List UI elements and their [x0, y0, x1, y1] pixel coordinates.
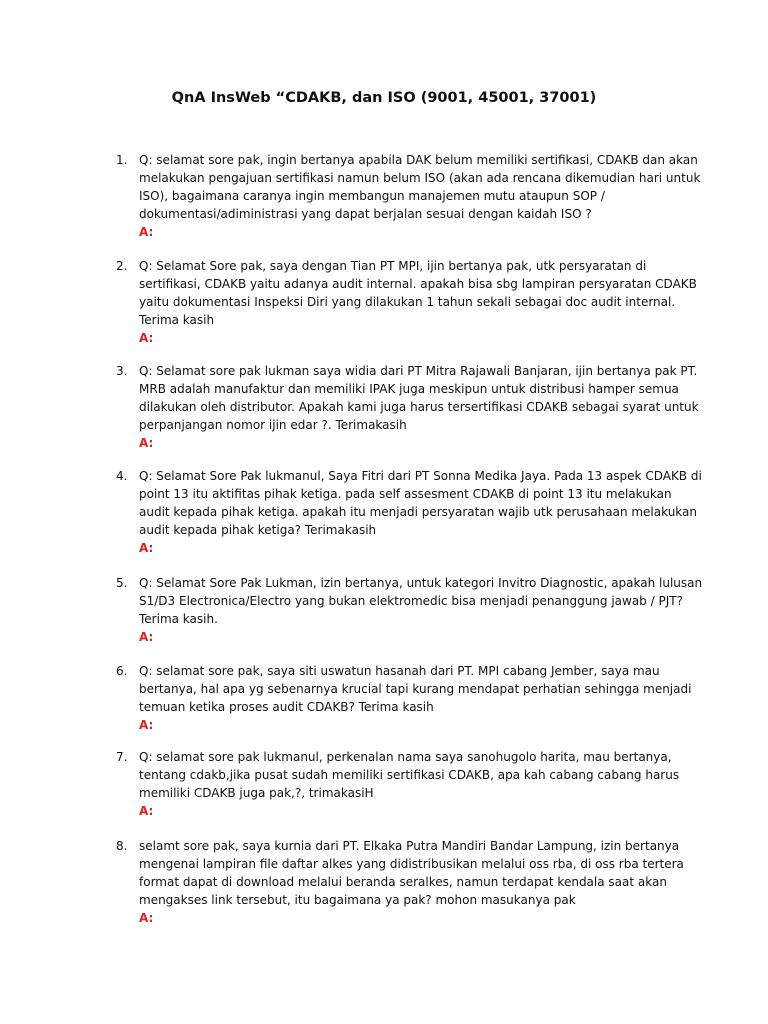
- item-text: [139, 662, 692, 734]
- question-line: S1/D3 Electronica/Electro yang bukan elektromedic bisa menjadi penanggung jawab / PJT?: [139, 594, 683, 608]
- question-line: perpanjangan nomor ijin edar ?. Terimakasih: [139, 418, 407, 432]
- question-line: point 13 itu aktifitas pihak ketiga. pada self assesment CDAKB di point 13 itu melakukan: [139, 487, 672, 501]
- question-line: Q: selamat sore pak, saya siti uswatun hasanah dari PT. MPI cabang Jember, saya mau: [139, 664, 660, 678]
- item-number: 6.: [116, 664, 128, 678]
- item-text: [139, 362, 699, 452]
- question-line: Q: Selamat Sore pak, saya dengan Tian PT MPI, ijin bertanya pak, utk persyaratan di: [139, 259, 647, 273]
- answer-label: A:: [139, 541, 154, 555]
- question-line: audit kepada pihak ketiga? Terimakasih: [139, 523, 377, 537]
- question-line: dilakukan oleh distributor. Apakah kami juga harus tersertifikasi CDAKB sebagai syarat untuk: [139, 400, 699, 414]
- item-text: [139, 837, 684, 927]
- answer-label: A:: [139, 804, 154, 818]
- question-line: mengakses link tersebut, itu bagaimana ya pak? mohon masukanya pak: [139, 893, 576, 907]
- document-title: QnA InsWeb “CDAKB, dan ISO (9001, 45001, 37001): [171, 90, 597, 106]
- question-line: Q: selamat sore pak, ingin bertanya apabila DAK belum memiliki sertifikasi, CDAKB dan akan: [139, 153, 698, 167]
- answer-label: A:: [139, 436, 154, 450]
- question-line: dokumentasi/adiministrasi yang dapat berjalan sesuai dengan kaidah ISO ?: [139, 207, 592, 221]
- item-text: [139, 151, 701, 241]
- question-line: selamt sore pak, saya kurnia dari PT. Elkaka Putra Mandiri Bandar Lampung, izin bertanya: [139, 839, 680, 853]
- item-number: 5.: [116, 576, 128, 590]
- item-text: [139, 257, 697, 347]
- question-line: ISO), bagaimana caranya ingin membangun manajemen mutu ataupun SOP /: [139, 189, 605, 203]
- question-line: yaitu dokumentasi Inspeksi Diri yang dilakukan 1 tahun sekali sebagai doc audit internal.: [139, 295, 676, 309]
- item-text: [139, 574, 703, 646]
- item-text: [139, 467, 702, 557]
- question-line: Terima kasih.: [139, 612, 218, 626]
- item-number: 1.: [116, 153, 128, 167]
- answer-label: A:: [139, 911, 154, 925]
- item-number: 8.: [116, 839, 128, 853]
- question-line: Q: Selamat Sore Pak lukmanul, Saya Fitri dari PT Sonna Medika Jaya. Pada 13 aspek CDAKB di: [139, 469, 702, 483]
- question-line: tentang cdakb,jika pusat sudah memiliki sertifikasi CDAKB, apa kah cabang cabang harus: [139, 768, 680, 782]
- item-number: 2.: [116, 259, 128, 273]
- answer-label: A:: [139, 225, 154, 239]
- answer-label: A:: [139, 630, 154, 644]
- question-line: sertifikasi, CDAKB yaitu adanya audit internal. apakah bisa sbg lampiran persyaratan CDAKB: [139, 277, 697, 291]
- question-line: MRB adalah manufaktur dan memiliki IPAK juga meskipun untuk distribusi hamper semua: [139, 382, 679, 396]
- question-line: Q: Selamat Sore Pak Lukman, izin bertanya, untuk kategori Invitro Diagnostic, apakah lulusan: [139, 576, 703, 590]
- item-number: 4.: [116, 469, 128, 483]
- question-line: format dapat di download melalui beranda seralkes, namun terdapat kendala saat akan: [139, 875, 667, 889]
- question-line: Q: selamat sore pak lukmanul, perkenalan nama saya sanohugolo harita, mau bertanya,: [139, 750, 672, 764]
- question-line: Terima kasih: [139, 313, 215, 327]
- answer-label: A:: [139, 718, 154, 732]
- question-line: bertanya, hal apa yg sebenarnya krucial tapi kurang mendapat perhatian sehingga menjadi: [139, 682, 692, 696]
- item-text: [139, 748, 679, 820]
- question-line: audit kepada pihak ketiga. apakah itu menjadi persyaratan wajib utk perusahaan melakukan: [139, 505, 697, 519]
- question-line: melakukan pengajuan sertifikasi namun belum ISO (akan ada rencana dikemudian hari untuk: [139, 171, 701, 185]
- item-number: 7.: [116, 750, 128, 764]
- question-line: Q: Selamat sore pak lukman saya widia dari PT Mitra Rajawali Banjaran, ijin bertanya pak PT.: [139, 364, 698, 378]
- question-line: mengenai lampiran file daftar alkes yang didistribusikan melalui oss rba, di oss rba tertera: [139, 857, 684, 871]
- item-number: 3.: [116, 364, 128, 378]
- question-line: memiliki CDAKB juga pak,?, trimakasiH: [139, 786, 374, 800]
- answer-label: A:: [139, 331, 154, 345]
- question-line: temuan ketika proses audit CDAKB? Terima kasih: [139, 700, 434, 714]
